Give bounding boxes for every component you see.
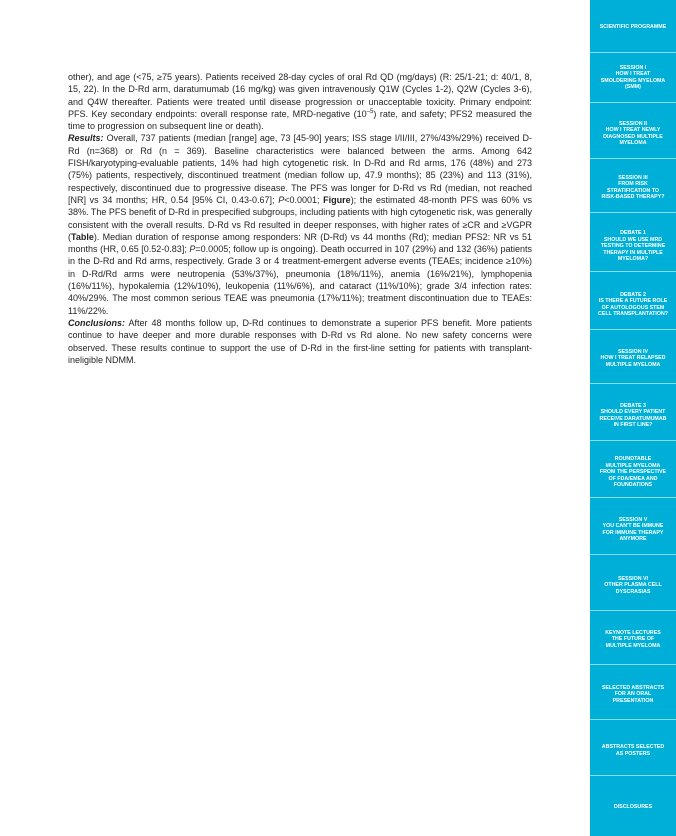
nav-scientific-programme[interactable]: SCIENTIFIC PROGRAMME — [590, 3, 676, 53]
nav-disclosures[interactable]: DISCLOSURES — [613, 803, 653, 810]
methods-paragraph: other), and age (<75, ≥75 years). Patients received 28-day cycles of oral Rd QD (mg/days) (R: 25/1-21; d: 40/1, 8, 15, 22). In the D-Rd arm, daratumumab (16 mg/kg) was given intravenously Q1W (Cycles 1-2), Q2W (Cycles 3-6), and Q4W thereafter. Patients were treated until disease progression or unacceptable toxicity. Primary endpoint: PFS. Key secondary endpoints: overall response rate, MRD-negative $(10^{-5})$ rate, and safety; PFS2 measured the time to progression on subsequent line or death). — [68, 72, 533, 132]
results-label: Results: — [68, 133, 104, 144]
programme-sidebar — [590, 0, 676, 836]
nav-session-1[interactable]: SESSION I HOW I TREAT SMOLDERING MYELOMA (SMM) — [590, 53, 676, 103]
exponent: –5 — [366, 108, 374, 115]
nav-debate-2[interactable]: DEBATE 2 IS THERE A FUTURE ROLE OF AUTOLOGOUS STEM CELL TRANSPLANTATION? — [590, 280, 676, 330]
nav-debate-3[interactable]: DEBATE 3 SHOULD EVERY PATIENT RECEIVE DARATUMUMAB IN FIRST LINE? — [590, 391, 676, 441]
nav-session-2[interactable]: SESSION II HOW I TREAT NEWLY DIAGNOSED MULTIPLE MYELOMA — [590, 109, 676, 159]
nav-selected-abstracts-oral[interactable]: SELECTED ABSTRACTS FOR AN ORAL PRESENTATION — [590, 670, 676, 720]
results-paragraph: Results: Overall, 737 patients (median [range] age, 73 [45-90] years; ISS stage I/II/III, 27%/43%/29%) received D-Rd (n=368) or Rd (n = 369). Baseline characteristics were balanced between the arms. Among 642 FISH/karyotyping-evaluable patients, 14% had high cytogenetic risk. In D-Rd and Rd arms, 176 (48%) and 273 (75%) patients, respectively, discontinued treatment (median follow up, 47.9 months); 85 (23%) and 113 (31%), respectively, discontinued due to progressive disease. The PFS was longer for D-Rd vs Rd (median, not reached [NR] vs 34 months; HR, 0.54 [95% CI, 0.43-0.67]; P<0.0001; Figure); the estimated 48-month PFS was 60% vs 38%. The PFS benefit of D-Rd in prespecified subgroups, including patients with high cytogenetic risk, was generally consistent with the overall results. D-Rd vs Rd resulted in deeper responses, with higher rates of ≥CR and ≥VGPR (Table). Median duration of response among responders: NR (D-Rd) vs 44 months (Rd); median PFS2: NR vs 51 months (HR, 0.65 [0.52-0.83]; P=0.0005; follow up is ongoing). Death occurred in 107 (29%) and 132 (36%) patients in the D-Rd and Rd arms, respectively. Grade 3 or 4 treatment-emergent adverse events (TEAEs; incidence ≥10%) in D-Rd/Rd arms were neutropenia (53%/37%), pneumonia (18%/11%), anemia (16%/21%), lymphopenia (16%/11%), hypokalemia (12%/10%), leukopenia (11%/6%), and cataract (11%/10%); grade 3/4 infection rates: 40%/29%. The most common serious TEAE was pneumonia (17%/11%); treatment discontinuation due to TEAEs: 11%/22%. — [68, 133, 532, 316]
figure-reference: Figure — [323, 194, 351, 205]
nav-keynote-lectures[interactable]: KEYNOTE LECTURES THE FUTURE OF MULTIPLE MYELOMA — [590, 615, 676, 665]
nav-session-5[interactable]: SESSION V YOU CAN'T BE IMMUNE FOR IMMUNE THERAPY ANYMORE — [590, 505, 676, 555]
conclusions-label: Conclusions: — [68, 317, 126, 328]
nav-session-4[interactable]: SESSION IV HOW I TREAT RELAPSED MULTIPLE MYELOMA — [590, 334, 676, 384]
conclusions-paragraph: Conclusions: After 48 months follow up, D-Rd continues to demonstrate a superior PFS benefit. More patients continue to have deeper and more durable responses with D-Rd vs Rd alone. No new safety concerns were observed. These results continue to support the use of D-Rd in the first-line setting for patients with transplant-ineligible NDMM. — [68, 317, 532, 365]
nav-debate-1[interactable]: DEBATE 1 SHOULD WE USE MRD TESTING TO DETERMINE THERAPY IN MULTIPLE MYELOMA? — [590, 222, 676, 272]
nav-abstracts-posters[interactable]: ABSTRACTS SELECTED AS POSTERS — [590, 726, 676, 776]
table-reference: Table — [71, 231, 94, 242]
nav-session-6[interactable]: SESSION VI OTHER PLASMA CELL DYSCRASIAS — [590, 561, 676, 611]
nav-roundtable[interactable]: ROUNDTABLE MULTIPLE MYELOMA FROM THE PERSPECTIVE OF FDA/EMEA AND FOUNDATIONS — [590, 448, 676, 498]
nav-session-3[interactable]: SESSION III FROM RISK STRATIFICATION TO RISK-BASED THERAPY? — [590, 163, 676, 213]
abstract-body — [68, 71, 532, 366]
